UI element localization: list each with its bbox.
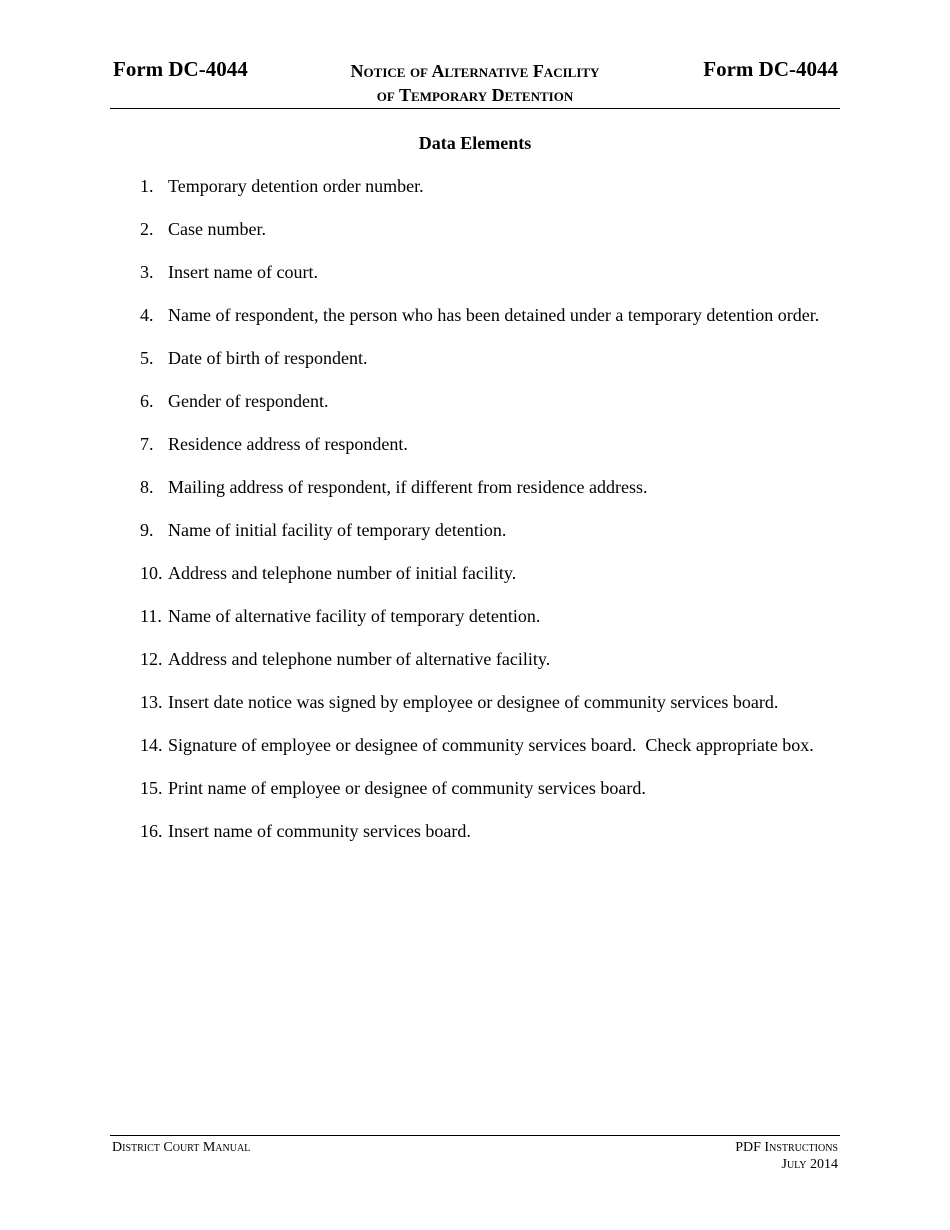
item-number: 9. — [140, 520, 154, 540]
footer-right-block — [735, 1139, 838, 1173]
item-number: 4. — [140, 305, 154, 325]
list-item — [140, 347, 860, 369]
list-item — [140, 476, 860, 498]
item-number: 5. — [140, 348, 154, 368]
item-text: Mailing address of respondent, if different from residence address. — [168, 477, 648, 497]
form-title-line-2: of Temporary Detention — [376, 85, 574, 105]
item-text: Signature of employee or designee of community services board. Check appropriate box. — [168, 735, 814, 755]
item-text: Insert name of community services board. — [168, 821, 471, 841]
item-text: Case number. — [168, 219, 266, 239]
item-text: Residence address of respondent. — [168, 434, 408, 454]
list-item — [140, 175, 860, 197]
list-item — [140, 562, 860, 584]
item-text: Gender of respondent. — [168, 391, 329, 411]
form-title — [290, 59, 660, 107]
item-text: Insert name of court. — [168, 262, 318, 282]
item-number: 1. — [140, 176, 154, 196]
item-number: 12. — [140, 649, 163, 669]
list-item — [140, 777, 860, 799]
page-footer — [110, 1135, 840, 1172]
list-item — [140, 390, 860, 412]
page-header — [110, 56, 840, 109]
list-item — [140, 605, 860, 627]
list-item — [140, 820, 860, 842]
item-text: Date of birth of respondent. — [168, 348, 368, 368]
item-text: Name of initial facility of temporary detention. — [168, 520, 507, 540]
item-number: 13. — [140, 692, 163, 712]
item-number: 15. — [140, 778, 163, 798]
list-item — [140, 648, 860, 670]
section-heading: Data Elements — [418, 133, 532, 153]
item-number: 16. — [140, 821, 163, 841]
list-item — [140, 218, 860, 240]
list-item — [140, 691, 860, 713]
item-text: Address and telephone number of alternative facility. — [168, 649, 551, 669]
item-number: 2. — [140, 219, 154, 239]
form-number-left: Form DC-4044 — [113, 57, 248, 81]
list-item — [140, 261, 860, 283]
item-text: Address and telephone number of initial facility. — [168, 563, 517, 583]
list-item — [140, 304, 860, 326]
item-number: 6. — [140, 391, 154, 411]
footer-date: July 2014 — [781, 1157, 838, 1172]
item-number: 8. — [140, 477, 154, 497]
item-number: 3. — [140, 262, 154, 282]
item-text: Name of alternative facility of temporary detention. — [168, 606, 541, 626]
footer-manual-name: District Court Manual — [112, 1140, 251, 1155]
footer-instructions-label: PDF Instructions — [735, 1140, 838, 1155]
item-number: 14. — [140, 735, 163, 755]
item-text: Temporary detention order number. — [168, 176, 424, 196]
list-item — [140, 433, 860, 455]
item-text: Print name of employee or designee of community services board. — [168, 778, 646, 798]
item-number: 11. — [140, 606, 162, 626]
data-elements-list — [140, 175, 860, 863]
item-text: Insert date notice was signed by employee or designee of community services board. — [168, 692, 779, 712]
form-number-right: Form DC-4044 — [703, 57, 838, 81]
form-title-line-1: Notice of Alternative Facility — [350, 61, 600, 81]
list-item — [140, 734, 860, 756]
list-item — [140, 519, 860, 541]
item-number: 10. — [140, 563, 163, 583]
item-number: 7. — [140, 434, 154, 454]
item-text: Name of respondent, the person who has been detained under a temporary detention order. — [168, 305, 820, 325]
